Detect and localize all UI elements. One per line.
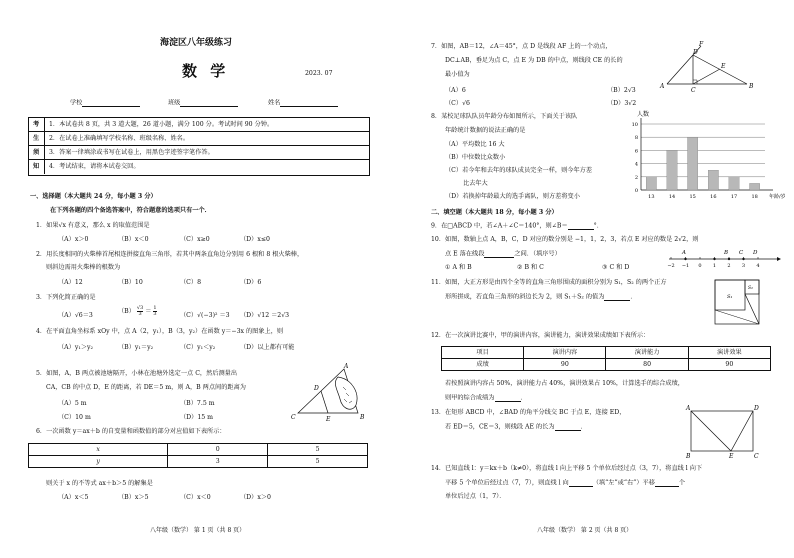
q6-cell: y — [29, 456, 168, 468]
notice-side-3: 须 — [33, 149, 40, 156]
q6-option-b[interactable]: （B）x＞5 — [118, 494, 149, 501]
q7-line1: 7．如图，AB＝12，∠A＝45°，点 D 是线段 AF 上的一个动点， — [431, 43, 612, 50]
chart-xtick: 18 — [751, 194, 758, 200]
q3-option-a[interactable]: （A）√6＝3 — [58, 312, 93, 319]
number-line-tick-label: 2 — [727, 263, 731, 269]
q7-option-d[interactable]: （D）3√2 — [607, 100, 637, 107]
q6-cell: 5 — [268, 444, 368, 456]
q4-option-c[interactable]: （C）y₁＜y₂ — [180, 344, 216, 351]
notice-item-4: 4．考试结束，请将本试卷交回。 — [49, 163, 140, 170]
q6-option-c[interactable]: （C）x＜0 — [180, 494, 211, 501]
q2-line1: 2．用长度相同的火柴棒首尾相连拼接直角三角形，若其中两条直角边分别用 6 根和 8 根火柴棒， — [36, 251, 304, 258]
q12-table — [441, 346, 771, 371]
q3-option-d[interactable]: （D）√12 ＝2√3 — [240, 312, 290, 319]
q14-line3: 单位后过点（1，7）． — [445, 493, 506, 500]
fig7-label-d: D — [693, 49, 698, 56]
number-line-point — [742, 258, 744, 260]
q3-b-lhs-num: √3 — [136, 305, 144, 311]
fig11-label-s1: S₁ — [727, 294, 733, 300]
table-row — [29, 444, 368, 456]
q6-cell: 5 — [268, 456, 368, 468]
q8-line1: 8．某校足球队队员年龄分布如图所示，下面关于该队 — [431, 113, 578, 120]
q3-option-b-rhs — [153, 306, 156, 317]
q12-text: 则甲的综合成绩为 — [445, 394, 495, 402]
notice-side-1: 考 — [33, 121, 40, 128]
q3-b-rhs-den: 3 — [153, 311, 157, 317]
q5-option-b[interactable]: （B）7.5 m — [180, 400, 215, 407]
q10-option-3[interactable]: ③ C 和 D — [602, 264, 630, 271]
table-row — [29, 456, 368, 468]
q1-option-d[interactable]: （D）x≤0 — [240, 236, 270, 243]
chart-xtick: 13 — [648, 194, 655, 200]
fig5-label-d: D — [314, 385, 319, 392]
q7-option-a[interactable]: （A）6 — [445, 87, 466, 94]
notice-item-2: 2．在试卷上准确填写学校名称、班级名称、姓名。 — [49, 135, 190, 142]
footer-right: 八年级（数学） 第 2 页（共 8 页） — [537, 527, 633, 534]
q6-cell: 0 — [168, 444, 268, 456]
q14-text-a: 平移 5 个单位后经过点（7，7），则直线 l 向 — [445, 479, 569, 487]
table-row — [442, 347, 771, 359]
q10-option-2[interactable]: ② B 和 C — [517, 264, 544, 271]
q11-figure — [713, 278, 761, 326]
chart-xtick: 17 — [730, 194, 738, 200]
q13-figure — [685, 403, 761, 459]
class-label: 班级 — [168, 99, 181, 107]
exam-date: 2023. 07 — [305, 70, 333, 77]
chart-bar — [646, 177, 656, 190]
segment-ae — [691, 411, 731, 451]
chart-xtick: 15 — [689, 194, 696, 200]
q2-line2: 则斜边需用火柴棒的根数为 — [46, 264, 121, 271]
fig13-label-e: E — [729, 453, 734, 459]
q8-option-c-cont: 比去年大 — [463, 180, 488, 187]
q5-option-a[interactable]: （A）5 m — [58, 400, 87, 407]
number-line-tick-label: −1 — [681, 263, 690, 269]
q12-header-cell: 演讲内容 — [524, 347, 606, 359]
pond-figure — [288, 363, 368, 423]
school-field[interactable] — [70, 99, 140, 107]
q6-cell: x — [29, 444, 168, 456]
q14-text-c: 个 — [678, 479, 686, 487]
q3-b-rhs-num: 1 — [153, 305, 157, 311]
q8-option-c[interactable]: （C）若今年和去年的球队成员完全一样，则今年方差 — [445, 167, 593, 174]
q7-figure — [659, 38, 759, 94]
page-2 — [397, 0, 794, 558]
q4-option-b[interactable]: （B）y₁＝y₂ — [118, 344, 154, 351]
q1-option-c[interactable]: （C）x≥0 — [180, 236, 210, 243]
q14-line1: 14．已知直线 l：y＝kx＋b（k≠0），将直线 l 向上平移 5 个单位后经过点（3，7），将直线 l 向下 — [431, 465, 703, 472]
q12-cell: 90 — [688, 359, 770, 371]
q11-line1: 11．如图，大正方形是由四个全等的直角三角形围成的面积分别为 S₁，S₂ 的两个正方 — [431, 279, 667, 286]
chart-ytick: 0 — [634, 188, 638, 194]
q12-cell: 80 — [606, 359, 688, 371]
q10-text-a: 点 E 落在线段 — [445, 250, 485, 258]
q1-option-a[interactable]: （A）x＞0 — [58, 236, 89, 243]
class-field[interactable] — [168, 99, 238, 107]
q12-line1: 若按照演讲内容占 50%，演讲能力占 40%，演讲效果占 10%，计算选手的综合成绩， — [445, 380, 684, 387]
q3-b-lhs-den: 3 — [138, 311, 142, 317]
q13-blank[interactable] — [555, 423, 581, 431]
fig7-label-e: E — [721, 63, 726, 70]
chart-xtick: 16 — [710, 194, 717, 200]
q10-line1: 10．如图，数轴上点 A，B，C，D 对应的数分别是 −1，1，2，3，若点 E 对应的数是 2√2，则 — [431, 236, 699, 243]
number-line-tick-label: −2 — [667, 263, 675, 269]
chart-bar — [708, 170, 718, 190]
q14-blank-amount[interactable] — [655, 479, 679, 487]
rectangle-abcd — [691, 411, 753, 451]
q7-option-b[interactable]: （B）2√3 — [607, 87, 636, 94]
q12-line2: 则甲的综合成绩为 ． — [445, 394, 527, 402]
q6-ask: 则关于 x 的不等式 ax＋b＞5 的解集是 — [46, 480, 153, 487]
q5-option-c[interactable]: （C）10 m — [58, 414, 91, 421]
q3-option-c[interactable]: （C）√(−3)² ＝3 — [180, 312, 230, 319]
q3-option-b[interactable] — [118, 306, 157, 317]
q6-option-d[interactable]: （D）x＞0 — [240, 494, 271, 501]
exam-title: 海淀区八年级练习 — [160, 38, 233, 48]
number-line-point — [728, 258, 730, 260]
q2-option-c[interactable]: （C）8 — [180, 279, 202, 286]
fig5-label-b: B — [360, 414, 365, 421]
q10-blank[interactable] — [484, 250, 514, 258]
q9-stem: 9．在□ABCD 中，若∠A＋∠C＝140°，则∠B＝ °． — [431, 222, 603, 230]
q8-line2: 年龄统计数据的说法正确的是 — [445, 127, 526, 134]
q5-line2: CA，CB 的中点 D，E 的距离，若 DE＝5 m，则 A，B 两点间的距离为 — [46, 384, 246, 391]
notice-item-3: 3．答案一律填涂或书写在试卷上，用黑色字迹签字笔作答。 — [49, 149, 214, 156]
fig5-label-e: E — [326, 416, 331, 423]
chart-ytick: 2 — [634, 174, 638, 181]
number-line-tick-label: 4 — [756, 263, 760, 269]
chart-bar — [750, 183, 760, 190]
nl-label-b: B — [724, 250, 729, 256]
q8-option-b[interactable]: （B）中位数比众数小 — [445, 154, 506, 161]
fig7-label-a: A — [660, 83, 665, 90]
number-line-point — [684, 258, 686, 260]
q13-line2: 若 ED＝5，CE＝3，则线段 AE 的长为 ． — [445, 423, 587, 431]
name-field[interactable] — [268, 99, 338, 107]
q5-line1: 5．如图，A，B 两点被池塘隔开，小林在池塘外选定一点 C，然后测量出 — [36, 370, 238, 377]
q8-option-a[interactable]: （A）平均数比 16 大 — [445, 141, 505, 148]
q13-text: 若 ED＝5，CE＝3，则线段 AE 的长为 — [445, 423, 555, 431]
section2-title: 二、填空题（本大题共 18 分，每小题 3 分） — [431, 209, 558, 216]
notice-side-4: 知 — [33, 163, 40, 170]
name-label: 姓名 — [268, 99, 281, 107]
fig7-label-c: C — [691, 87, 696, 94]
q4-option-a[interactable]: （A）y₁＞y₂ — [58, 344, 93, 351]
q10-option-1[interactable]: ① A 和 B — [445, 264, 472, 271]
fig13-label-a: A — [686, 405, 691, 412]
q13-line1: 13．在矩形 ABCD 中，∠BAD 的角平分线交 BC 于点 E，连接 ED， — [431, 409, 626, 416]
school-label: 学校 — [70, 99, 83, 107]
chart-ytick: 4 — [634, 161, 638, 168]
fig13-label-c: C — [754, 453, 759, 459]
q12-header-cell: 项目 — [442, 347, 524, 359]
q3-option-b-eq: ＝ — [145, 308, 152, 315]
q6-cell: 3 — [168, 456, 268, 468]
q10-line2 — [445, 250, 561, 258]
q5-option-d[interactable]: （D）15 m — [180, 414, 214, 421]
q7-line3: 最小值为 — [445, 71, 470, 78]
q2-option-b[interactable]: （B）10 — [118, 279, 143, 286]
chart-ytick: 6 — [634, 148, 638, 155]
chart-xlabel: 年龄/岁 — [769, 194, 786, 200]
hypotenuse-line — [745, 294, 759, 324]
fig13-label-b: B — [686, 453, 691, 459]
q1-option-b[interactable]: （B）x＜0 — [118, 236, 149, 243]
q14-text-b: （填“左”或“右”）平移 — [592, 479, 655, 487]
chart-ytick: 8 — [634, 135, 638, 142]
q4-stem: 4．在平面直角坐标系 xOy 中，点 A（2，y₁），B（3，y₂）在函数 y＝−3x 的图象上，则 — [36, 328, 284, 335]
q12-header-cell: 演讲效果 — [688, 347, 770, 359]
q2-option-d[interactable]: （D）6 — [240, 279, 262, 286]
q4-option-d[interactable]: （D）以上都有可能 — [240, 344, 295, 351]
chart-bar — [667, 150, 677, 190]
q2-option-a[interactable]: （A）12 — [58, 279, 83, 286]
q11-line2: 形所拼成，若直角三角形的斜边长为 2，则 S₁＋S₂ 的值为 ． — [445, 293, 637, 301]
q7-option-c[interactable]: （C）√6 — [445, 100, 470, 107]
q12-blank[interactable] — [495, 394, 521, 402]
q11-blank[interactable] — [604, 293, 630, 301]
age-bar-chart — [619, 108, 791, 206]
section1-instruction: 在下列各题的四个备选答案中，符合题意的选项只有一个． — [50, 207, 211, 214]
chart-xtick: 14 — [668, 194, 676, 200]
q14-blank-direction[interactable] — [569, 479, 593, 487]
number-line-tick-label: 3 — [741, 263, 746, 269]
fig5-label-a: A — [344, 363, 349, 370]
footer-left: 八年级（数学） 第 1 页（共 8 页） — [150, 527, 246, 534]
section1-title: 一、选择题（本大题共 24 分，每小题 3 分） — [30, 193, 157, 200]
nl-label-c: C — [739, 250, 744, 256]
chart-ylabel: 人数 — [637, 111, 650, 118]
fig7-label-f: F — [699, 41, 704, 48]
q11-text: 形所拼成，若直角三角形的斜边长为 2，则 S₁＋S₂ 的值为 — [445, 293, 605, 301]
q12-stem: 12．在一次演讲比赛中，甲的演讲内容，演讲能力，演讲效果成绩如下表所示： — [431, 332, 650, 339]
q7-line2: DC⊥AB，垂足为点 C，点 E 为 DB 的中点，则线段 CE 的长的 — [445, 57, 623, 64]
number-line-arrow — [777, 257, 781, 261]
chart-ytick: 10 — [631, 122, 638, 128]
number-line-tick-label: 1 — [712, 263, 717, 269]
q3-stem: 3．下列化简正确的是 — [36, 294, 96, 301]
q3-option-b-lhs — [137, 306, 143, 317]
q6-option-a[interactable]: （A）x＜5 — [58, 494, 89, 501]
fig11-label-s2: S₂ — [748, 286, 753, 291]
q14-line2 — [445, 479, 685, 487]
chart-bar — [729, 177, 739, 190]
q8-option-d[interactable]: （D）若换掉年龄最大的选手离队，则方差将变小 — [445, 193, 580, 200]
notice-side-2: 生 — [33, 135, 40, 142]
nl-label-a: A — [682, 250, 686, 256]
fig13-label-d: D — [754, 405, 759, 412]
number-line-point — [713, 258, 715, 260]
q6-stem: 6．一次函数 y＝ax＋b 的自变量和函数值的部分对应值如下表所示： — [36, 428, 226, 435]
fig5-label-c: C — [291, 414, 296, 421]
number-line — [665, 246, 783, 272]
number-line-tick-label: 0 — [698, 263, 702, 269]
nl-label-d: D — [753, 250, 758, 256]
fig7-label-b: B — [749, 83, 754, 90]
hypotenuse-line-2 — [715, 310, 759, 324]
q9-text: 9．在□ABCD 中，若∠A＋∠C＝140°，则∠B＝ — [431, 222, 568, 230]
q12-cell: 成绩 — [442, 359, 524, 371]
q9-blank[interactable] — [568, 222, 594, 230]
q6-table — [28, 443, 368, 468]
q12-cell: 90 — [524, 359, 606, 371]
q10-text-b: 之间．（填序号） — [514, 250, 561, 258]
segment-de — [321, 391, 328, 413]
segment-ed — [731, 411, 753, 451]
notice-item-1: 1．本试卷共 8 页，共 3 道大题，26 道小题，满分 100 分。考试时间 90 分钟。 — [49, 121, 274, 128]
subject-title: 数 学 — [182, 62, 230, 80]
q12-header-cell: 演讲能力 — [606, 347, 688, 359]
chart-bar — [688, 137, 698, 190]
q3-option-b-prefix: （B） — [118, 308, 135, 315]
table-row — [442, 359, 771, 371]
q1-stem: 1．如果√x 有意义，那么 x 的取值范围是 — [36, 222, 150, 229]
